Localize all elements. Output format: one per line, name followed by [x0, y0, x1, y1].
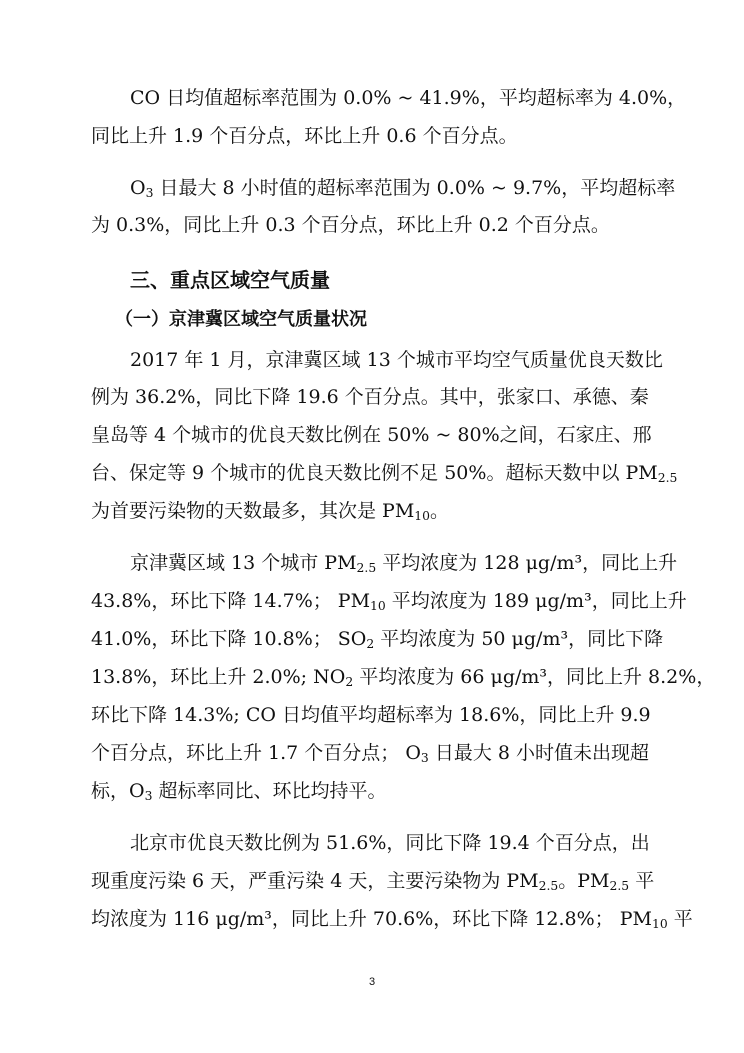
paragraph-line — [91, 124, 744, 148]
text-p3-l3-post: 平 — [667, 908, 693, 930]
paragraph-line — [91, 741, 744, 765]
paragraph-line — [130, 348, 744, 372]
text-p3-l3-pre: 均浓度为 116 μg/m³，同比上升 70.6%，环比下降 12.8%； PM — [91, 908, 652, 930]
subscript: 2.5 — [609, 879, 630, 894]
subscript: 2.5 — [538, 879, 559, 894]
paragraph-line — [91, 703, 744, 727]
paragraph-line — [91, 627, 744, 651]
subscript: 10 — [651, 917, 668, 932]
paragraph-line — [91, 907, 744, 931]
text-p3-l2-pre: 现重度污染 6 天，严重污染 4 天，主要污染物为 PM — [91, 870, 539, 892]
subscript: 3 — [145, 186, 154, 201]
subsection-heading: （一）京津冀区域空气质量状况 — [115, 309, 367, 330]
text-p2-l6-pre: 个百分点，环比上升 1.7 个百分点； O — [91, 742, 421, 764]
text-p2-l7-pre: 标，O — [91, 780, 145, 802]
text-p2-l1-post: 平均浓度为 128 μg/m³，同比上升 — [376, 552, 678, 574]
paragraph-line — [91, 499, 744, 523]
text-p2-l3-post: 平均浓度为 50 μg/m³，同比下降 — [374, 628, 664, 650]
text-p1-l2: 例为 36.2%，同比下降 19.6 个百分点。其中，张家口、承德、秦 — [91, 386, 649, 408]
paragraph-line — [130, 551, 744, 575]
text-p1-l5-pre: 为首要污染物的天数最多，其次是 PM — [91, 500, 415, 522]
paragraph-line — [91, 461, 744, 485]
text-p1-l1: 2017 年 1 月，京津冀区域 13 个城市平均空气质量优良天数比 — [130, 349, 663, 371]
text-p3-l1: 北京市优良天数比例为 51.6%，同比下降 19.4 个百分点，出 — [130, 832, 650, 854]
text-p2-l2-pre: 43.8%，环比下降 14.7%； PM — [91, 590, 371, 612]
subscript: 2.5 — [657, 471, 678, 486]
paragraph-line — [130, 831, 744, 855]
paragraph-line — [130, 86, 744, 110]
text-p2-l4-pre: 13.8%，环比上升 2.0%; NO — [91, 666, 346, 688]
subscript: 2 — [366, 637, 375, 652]
subscript: 10 — [414, 509, 430, 524]
paragraph-line — [91, 869, 744, 893]
text-p2-l7-post: 超标率同比、环比均持平。 — [152, 780, 387, 802]
text-p1-l3: 皇岛等 4 个城市的优良天数比例在 50% ~ 80%之间，石家庄、邢 — [91, 424, 652, 446]
paragraph-line — [91, 213, 744, 237]
text-p2-l1-pre: 京津冀区域 13 个城市 PM — [130, 552, 357, 574]
text-o3-line1-post: 日最大 8 小时值的超标率范围为 0.0% ~ 9.7%，平均超标率 — [153, 177, 676, 199]
text-p3-l2-post: 平 — [629, 870, 655, 892]
text-p2-l2-post: 平均浓度为 189 μg/m³，同比上升 — [385, 590, 687, 612]
text-co-line1: CO 日均值超标率范围为 0.0% ~ 41.9%，平均超标率为 4.0%， — [130, 87, 687, 109]
text-p1-l4: 台、保定等 9 个城市的优良天数比例不足 50%。超标天数中以 PM — [91, 462, 658, 484]
text-p2-l6-post: 日最大 8 小时值未出现超 — [428, 742, 649, 764]
text-co-line2: 同比上升 1.9 个百分点，环比上升 0.6 个百分点。 — [91, 125, 518, 147]
text-p2-l3-pre: 41.0%，环比下降 10.8%； SO — [91, 628, 367, 650]
text-p1-l5-post: 。 — [430, 500, 450, 522]
text-p2-l4-post: 平均浓度为 66 μg/m³，同比上升 8.2%， — [353, 666, 716, 688]
paragraph-line — [91, 779, 744, 803]
text-p2-l5: 环比下降 14.3%; CO 日均值平均超标率为 18.6%，同比上升 9.9 — [91, 704, 651, 726]
paragraph-line — [91, 665, 744, 689]
subscript: 10 — [370, 599, 386, 614]
section-heading: 三、重点区域空气质量 — [130, 268, 330, 292]
paragraph-line — [91, 589, 744, 613]
paragraph-line — [91, 385, 744, 409]
paragraph-line — [91, 423, 744, 447]
subscript: 2.5 — [356, 561, 377, 576]
subscript: 3 — [144, 789, 153, 804]
paragraph-line — [130, 176, 744, 200]
text-o3-line2: 为 0.3%，同比上升 0.3 个百分点，环比上升 0.2 个百分点。 — [91, 214, 610, 236]
text-p3-l2-mid: 。PM — [558, 870, 610, 892]
text-o3-line1-pre: O — [130, 177, 146, 199]
subscript: 3 — [420, 751, 429, 766]
subscript: 2 — [345, 675, 354, 690]
page-number: 3 — [368, 976, 376, 988]
